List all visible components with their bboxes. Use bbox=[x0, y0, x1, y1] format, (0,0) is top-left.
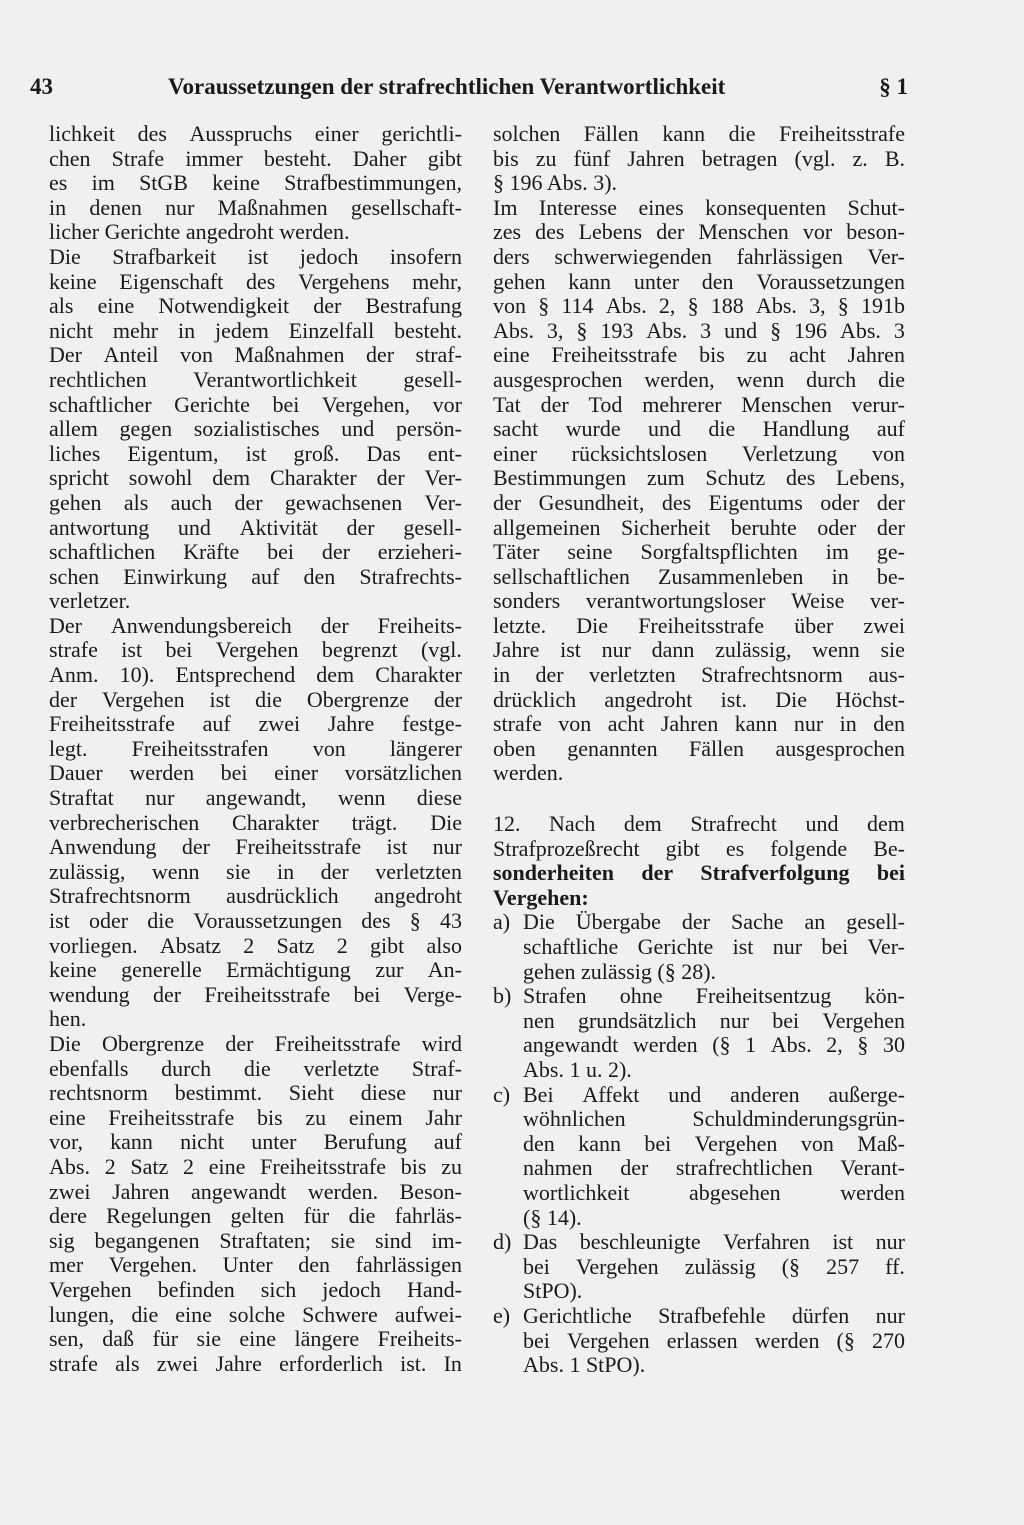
text-line: letzte. Die Freiheitsstrafe über zwei bbox=[493, 612, 905, 638]
text-line: ebenfalls durch die verletzte Straf- bbox=[49, 1055, 462, 1081]
text-line: Vergehen befinden sich jedoch Hand- bbox=[49, 1276, 462, 1302]
text-line: strafe ist bei Vergehen begrenzt (vgl. bbox=[49, 637, 462, 663]
list-item bbox=[493, 1230, 905, 1304]
text-line: sellschaftlichen Zusammenleben in be- bbox=[493, 563, 905, 589]
list-item-label: e) bbox=[493, 1302, 511, 1328]
text-line: Dauer werden bei einer vorsätzlichen bbox=[49, 760, 462, 786]
text-line: schaftliche Gerichte ist nur bei Ver- bbox=[523, 934, 905, 959]
text-line: als eine Notwendigkeit der Bestrafung bbox=[49, 293, 462, 319]
text-line: nahmen der strafrechtlichen Verant- bbox=[523, 1155, 905, 1181]
text-line: Strafrechtsnorm ausdrücklich angedroht bbox=[49, 883, 462, 909]
text-line: ausgesprochen werden, wenn durch die bbox=[493, 366, 905, 392]
text-line: 12. Nach dem Strafrecht und dem bbox=[493, 811, 905, 837]
text-line: Vergehen: bbox=[493, 884, 589, 910]
text-line: rechtlichen Verantwortlichkeit gesell- bbox=[49, 366, 462, 392]
text-line: Täter seine Sorgfaltspflichten im ge- bbox=[493, 539, 905, 565]
text-line: strafe als zwei Jahre erforderlich ist. In bbox=[49, 1350, 462, 1376]
text-line: Strafprozeßrecht gibt es folgende Be- bbox=[493, 835, 905, 861]
text-line: zes des Lebens der Menschen vor beson- bbox=[493, 219, 905, 245]
left-column bbox=[49, 122, 462, 1376]
text-line: in denen nur Maßnahmen gesellschaft- bbox=[49, 194, 462, 220]
text-line: ist oder die Voraussetzungen des § 43 bbox=[49, 908, 462, 933]
text-line: mer Vergehen. Unter den fahrlässigen bbox=[49, 1252, 462, 1278]
list-item-label: d) bbox=[493, 1229, 512, 1255]
text-line: Die Obergrenze der Freiheitsstrafe wird bbox=[49, 1030, 462, 1056]
text-line: gehen als auch der gewachsenen Ver- bbox=[49, 489, 462, 515]
text-line: gehen zulässig (§ 28). bbox=[523, 958, 717, 984]
text-line: sonderheiten der Strafverfolgung bei bbox=[493, 860, 905, 886]
running-header bbox=[30, 70, 908, 104]
text-line: verbrecherischen Charakter trägt. Die bbox=[49, 809, 462, 835]
text-line: Strafen ohne Freiheitsentzug kön- bbox=[523, 983, 905, 1009]
text-line: zwei Jahren angewandt werden. Beson- bbox=[49, 1178, 462, 1204]
list-item bbox=[493, 1304, 905, 1378]
text-line: Die Strafbarkeit ist jedoch insofern bbox=[49, 243, 462, 269]
text-line: sacht wurde und die Handlung auf bbox=[493, 416, 905, 442]
text-line: schaftlicher Gerichte bei Vergehen, vor bbox=[49, 391, 462, 417]
page-number: 43 bbox=[30, 74, 53, 99]
text-line: schaftlichen Kräfte bei der erzieheri- bbox=[49, 539, 462, 565]
text-line: wortlichkeit abgesehen werden bbox=[523, 1179, 905, 1205]
text-line: keine generelle Ermächtigung zur An- bbox=[49, 957, 462, 983]
text-line: der Vergehen ist die Obergrenze der bbox=[49, 686, 462, 712]
text-line: vorliegen. Absatz 2 Satz 2 gibt also bbox=[49, 932, 462, 958]
text-line: bei Vergehen erlassen werden (§ 270 bbox=[523, 1327, 905, 1353]
list-item bbox=[493, 910, 905, 984]
text-line: Abs. 1 u. 2). bbox=[523, 1056, 632, 1082]
list-item bbox=[493, 1083, 905, 1231]
text-line: werden. bbox=[493, 760, 564, 786]
section-marker: § 1 bbox=[879, 74, 908, 99]
list-item bbox=[493, 984, 905, 1082]
text-line: nicht mehr in jedem Einzelfall besteht. bbox=[49, 317, 462, 343]
text-line: in der verletzten Strafrechtsnorm aus- bbox=[493, 662, 905, 688]
right-column bbox=[493, 122, 905, 1378]
text-line: Im Interesse eines konsequenten Schut- bbox=[493, 194, 905, 220]
text-line: angewandt werden (§ 1 Abs. 2, § 30 bbox=[523, 1032, 905, 1058]
text-line: Gerichtliche Strafbefehle dürfen nur bbox=[523, 1302, 905, 1328]
text-line: allgemeinen Sicherheit beruhte oder der bbox=[493, 514, 905, 540]
text-line: Der Anwendungsbereich der Freiheits- bbox=[49, 612, 462, 638]
list-item-label: a) bbox=[493, 909, 511, 935]
text-line: keine Eigenschaft des Vergehens mehr, bbox=[49, 268, 462, 294]
text-line: Abs. 1 StPO). bbox=[523, 1352, 646, 1378]
text-line: rechtsnorm bestimmt. Sieht diese nur bbox=[49, 1080, 462, 1106]
text-line: sig begangenen Straftaten; sie sind im- bbox=[49, 1227, 462, 1253]
text-line: licher Gerichte angedroht werden. bbox=[49, 219, 350, 245]
text-line: bis zu fünf Jahren betragen (vgl. z. B. bbox=[493, 145, 905, 171]
text-line: lichkeit des Ausspruchs einer gerichtli- bbox=[49, 121, 462, 146]
list-item-label: c) bbox=[493, 1081, 511, 1107]
text-line: allem gegen sozialistisches und persön- bbox=[49, 416, 462, 442]
page-title: Voraussetzungen der strafrechtlichen Verantwortlichkeit bbox=[168, 74, 726, 99]
text-line: der Gesundheit, des Eigentums oder der bbox=[493, 489, 905, 515]
text-line: Der Anteil von Maßnahmen der straf- bbox=[49, 342, 462, 368]
right-paragraph bbox=[493, 122, 905, 786]
text-line: gehen kann unter den Voraussetzungen bbox=[493, 268, 905, 294]
special-cases-list bbox=[493, 910, 905, 1377]
text-line: bei Vergehen zulässig (§ 257 ff. bbox=[523, 1253, 905, 1279]
text-line: sonders verantwortungsloser Weise ver- bbox=[493, 588, 905, 614]
text-line: eine Freiheitsstrafe bis zu acht Jahren bbox=[493, 342, 905, 368]
text-line: den kann bei Vergehen von Maß- bbox=[523, 1130, 905, 1156]
text-line: legt. Freiheitsstrafen von längerer bbox=[49, 735, 462, 761]
text-line: chen Strafe immer besteht. Daher gibt bbox=[49, 145, 462, 171]
text-line: Tat der Tod mehrerer Menschen verur- bbox=[493, 391, 905, 417]
text-line: hen. bbox=[49, 1006, 87, 1032]
text-line: liches Eigentum, ist groß. Das ent- bbox=[49, 440, 462, 466]
paragraph-gap bbox=[493, 786, 905, 812]
text-line: ders schwerwiegenden fahrlässigen Ver- bbox=[493, 243, 905, 269]
text-line: Abs. 2 Satz 2 eine Freiheitsstrafe bis zu bbox=[49, 1153, 462, 1179]
note-12 bbox=[493, 812, 905, 910]
text-line: es im StGB keine Strafbestimmungen, bbox=[49, 170, 462, 196]
text-line: drücklich angedroht ist. Die Höchst- bbox=[493, 686, 905, 712]
text-line: einer rücksichtslosen Verletzung von bbox=[493, 440, 905, 466]
text-line: verletzer. bbox=[49, 588, 131, 614]
text-line: schen Einwirkung auf den Strafrechts- bbox=[49, 563, 462, 589]
text-line: Die Übergabe der Sache an gesell- bbox=[523, 909, 905, 935]
text-line: vor, kann nicht unter Berufung auf bbox=[49, 1129, 462, 1155]
text-line: strafe von acht Jahren kann nur in den bbox=[493, 711, 905, 737]
text-line: Bei Affekt und anderen außerge- bbox=[523, 1081, 905, 1107]
text-line: dere Regelungen gelten für die fahrläs- bbox=[49, 1203, 462, 1229]
text-line: oben genannten Fällen ausgesprochen bbox=[493, 735, 905, 761]
text-line: eine Freiheitsstrafe bis zu einem Jahr bbox=[49, 1104, 462, 1130]
text-line: Bestimmungen zum Schutz des Lebens, bbox=[493, 465, 905, 491]
text-line: Jahre ist nur dann zulässig, wenn sie bbox=[493, 637, 905, 663]
text-line: § 196 Abs. 3). bbox=[493, 170, 618, 196]
text-line: StPO). bbox=[523, 1278, 583, 1304]
list-item-label: b) bbox=[493, 983, 512, 1009]
text-line: solchen Fällen kann die Freiheitsstrafe bbox=[493, 121, 905, 146]
text-line: nen grundsätzlich nur bei Vergehen bbox=[523, 1007, 905, 1033]
text-line: Anm. 10). Entsprechend dem Charakter bbox=[49, 662, 462, 688]
text-line: sen, daß für sie eine längere Freiheits- bbox=[49, 1326, 462, 1352]
text-line: Freiheitsstrafe auf zwei Jahre festge- bbox=[49, 711, 462, 737]
text-line: wendung der Freiheitsstrafe bei Verge- bbox=[49, 981, 462, 1007]
text-line: antwortung und Aktivität der gesell- bbox=[49, 514, 462, 540]
text-line: (§ 14). bbox=[523, 1204, 582, 1230]
text-line: spricht sowohl dem Charakter der Ver- bbox=[49, 465, 462, 491]
text-line: Abs. 3, § 193 Abs. 3 und § 196 Abs. 3 bbox=[493, 317, 905, 343]
text-line: lungen, die eine solche Schwere aufwei- bbox=[49, 1301, 462, 1327]
text-line: wöhnlichen Schuldminderungsgrün- bbox=[523, 1106, 905, 1132]
text-line: zulässig, wenn sie in der verletzten bbox=[49, 858, 462, 884]
text-line: von § 114 Abs. 2, § 188 Abs. 3, § 191b bbox=[493, 293, 905, 319]
text-line: Anwendung der Freiheitsstrafe ist nur bbox=[49, 834, 462, 860]
text-line: Straftat nur angewandt, wenn diese bbox=[49, 785, 462, 811]
text-line: Das beschleunigte Verfahren ist nur bbox=[523, 1229, 905, 1255]
